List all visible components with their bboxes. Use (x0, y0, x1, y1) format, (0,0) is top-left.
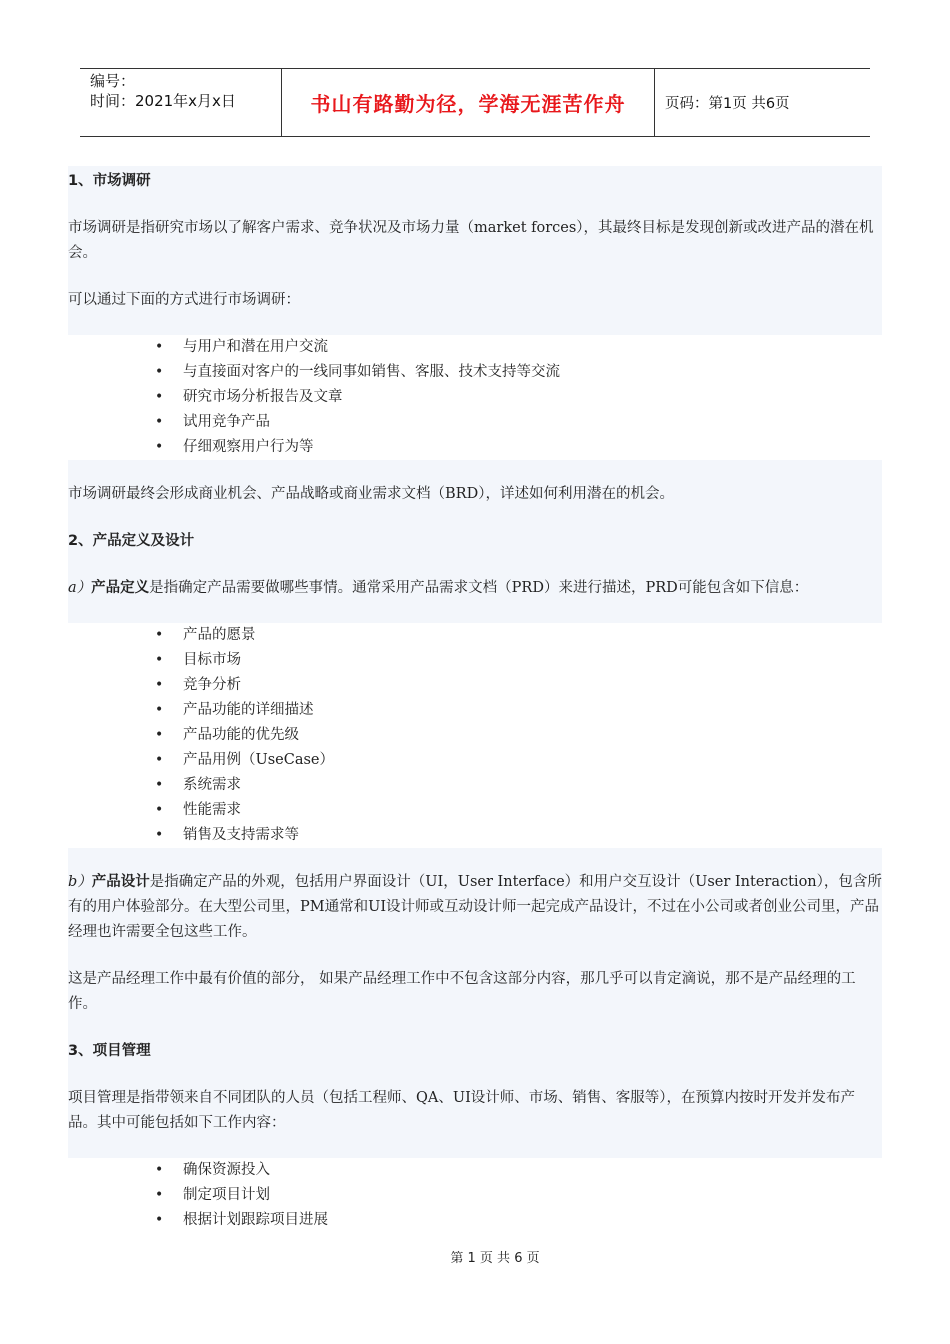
bullet-icon: • (155, 1212, 164, 1228)
bullet-icon: • (155, 414, 164, 430)
bullet-list-prd (68, 623, 882, 848)
paragraph: 这是产品经理工作中最有价值的部分， 如果产品经理工作中不包含这部分内容，那几乎可以肯定滴说，那不是产品经理的工作。 (68, 971, 856, 1012)
bullet-icon: • (155, 827, 164, 843)
list-item: • 与直接面对客户的一线同事如销售、客服、技术支持等交流 (183, 360, 882, 385)
number-label: 编号： (90, 72, 136, 90)
document-body (68, 166, 882, 1233)
bullet-icon: • (155, 752, 164, 768)
list-item: • 确保资源投入 (183, 1158, 882, 1183)
bullet-list-market-research (68, 335, 882, 460)
bullet-icon: • (155, 702, 164, 718)
bullet-icon: • (155, 364, 164, 380)
paragraph: 市场调研最终会形成商业机会、产品战略或商业需求文档（BRD），详述如何利用潜在的机会。 (68, 486, 674, 502)
page-footer: 第 1 页 共 6 页 (450, 1251, 540, 1266)
list-item: • 性能需求 (183, 798, 882, 823)
header-info-cell (80, 69, 282, 136)
list-item: • 产品功能的优先级 (183, 723, 882, 748)
bullet-list-project-management (68, 1158, 882, 1233)
list-item: • 目标市场 (183, 648, 882, 673)
bullet-icon: • (155, 727, 164, 743)
page-indicator: 页码：第1页 共6页 (665, 96, 790, 112)
bullet-icon: • (155, 627, 164, 643)
list-item: • 产品的愿景 (183, 623, 882, 648)
list-item: • 产品功能的详细描述 (183, 698, 882, 723)
list-item: • 研究市场分析报告及文章 (183, 385, 882, 410)
section-title-product-definition: 2、产品定义及设计 (68, 533, 195, 549)
bullet-icon: • (155, 389, 164, 405)
bullet-icon: • (155, 677, 164, 693)
paragraph-product-definition: a）产品定义是指确定产品需要做哪些事情。通常采用产品需求文档（PRD）来进行描述，PRD可能包含如下信息： (68, 580, 809, 596)
bullet-icon: • (155, 339, 164, 355)
list-item: • 根据计划跟踪项目进展 (183, 1208, 882, 1233)
list-item: • 试用竞争产品 (183, 410, 882, 435)
motto: 书山有路勤为径，学海无涯苦作舟 (282, 69, 655, 136)
list-item: • 产品用例（UseCase） (183, 748, 882, 773)
bullet-icon: • (155, 802, 164, 818)
list-item: • 制定项目计划 (183, 1183, 882, 1208)
section-title-market-research: 1、市场调研 (68, 173, 151, 189)
list-item: • 与用户和潜在用户交流 (183, 335, 882, 360)
bullet-icon: • (155, 1187, 164, 1203)
list-item: • 竞争分析 (183, 673, 882, 698)
bullet-icon: • (155, 777, 164, 793)
header-table (80, 68, 870, 137)
bullet-icon: • (155, 652, 164, 668)
list-item: • 销售及支持需求等 (183, 823, 882, 848)
bullet-icon: • (155, 439, 164, 455)
list-item: • 仔细观察用户行为等 (183, 435, 882, 460)
paragraph: 可以通过下面的方式进行市场调研： (68, 292, 300, 308)
paragraph-product-design: b）产品设计是指确定产品的外观，包括用户界面设计（UI，User Interface）和用户交互设计（User Interaction），包含所有的用户体验部分。在大型公司里，PM通常和UI设计师或互动设计师一起完成产品设计，不过在小公司或者创业公司里，产品经理也许需要全包这些工作。 (68, 874, 882, 940)
section-title-project-management: 3、项目管理 (68, 1043, 151, 1059)
paragraph: 项目管理是指带领来自不同团队的人员（包括工程师、QA、UI设计师、市场、销售、客服等），在预算内按时开发并发布产品。其中可能包括如下工作内容： (68, 1090, 856, 1131)
paragraph: 市场调研是指研究市场以了解客户需求、竞争状况及市场力量（market forces），其最终目标是发现创新或改进产品的潜在机会。 (68, 220, 874, 261)
list-item: • 系统需求 (183, 773, 882, 798)
bullet-icon: • (155, 1162, 164, 1178)
time-label: 时间：2021年x月x日 (90, 92, 236, 110)
